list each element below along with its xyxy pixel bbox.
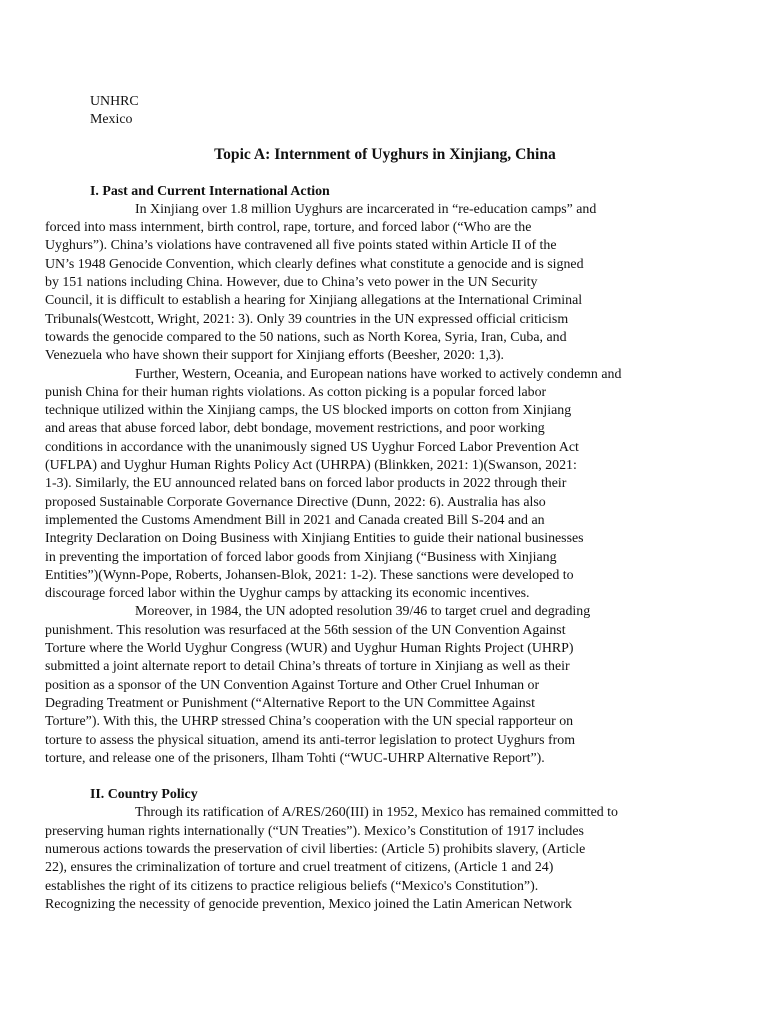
paragraph-line: conditions in accordance with the unanimously signed US Uyghur Forced Labor Prevention Act [45, 439, 579, 455]
paragraph-line: Through its ratification of A/RES/260(III) in 1952, Mexico has remained committed to [135, 805, 618, 821]
paragraph-line: Degrading Treatment or Punishment (“Alternative Report to the UN Committee Against [45, 695, 535, 711]
paragraph-line: Entities”)(Wynn-Pope, Roberts, Johansen-Blok, 2021: 1-2). These sanctions were developed to [45, 567, 574, 583]
paragraph-line: Integrity Declaration on Doing Business with Xinjiang Entities to guide their national businesses [45, 531, 584, 547]
paragraph-line: implemented the Customs Amendment Bill in 2021 and Canada created Bill S-204 and an [45, 512, 545, 528]
paragraph-line: and areas that abuse forced labor, debt bondage, movement restrictions, and poor working [45, 421, 545, 437]
body-paragraph [45, 804, 680, 914]
paragraph-line: Council, it is difficult to establish a hearing for Xinjiang allegations at the International Criminal [45, 293, 583, 309]
paragraph-line: punishment. This resolution was resurfaced at the 56th session of the UN Convention Against [45, 622, 566, 638]
paragraph-line: UN’s 1948 Genocide Convention, which clearly defines what constitute a genocide and is signed [45, 256, 584, 272]
paragraph-line: Recognizing the necessity of genocide prevention, Mexico joined the Latin American Network [45, 896, 572, 912]
paragraph-line: 22), ensures the criminalization of torture and cruel treatment of citizens, (Article 1 and 24) [45, 860, 554, 876]
body-paragraph [45, 603, 680, 768]
paragraph-line: Tribunals(Westcott, Wright, 2021: 3). Only 39 countries in the UN expressed official criticism [45, 311, 569, 327]
country-name: Mexico [90, 112, 133, 128]
paragraph-line: establishes the right of its citizens to practice religious beliefs (“Mexico's Constitution”). [45, 878, 539, 894]
paragraph-line: proposed Sustainable Corporate Governance Directive (Dunn, 2022: 6). Australia has also [45, 494, 546, 510]
paragraph-line: (UFLPA) and Uyghur Human Rights Policy Act (UHRPA) (Blinkken, 2021: 1)(Swanson, 2021: [45, 458, 577, 474]
paragraph-line: by 151 nations including China. However, due to China’s veto power in the UN Security [45, 275, 538, 291]
document-title: Topic A: Internment of Uyghurs in Xinjiang, China [214, 145, 556, 163]
paragraph-line: Torture”). With this, the UHRP stressed China’s cooperation with the UN special rapporteur on [45, 714, 574, 730]
paragraph-line: towards the genocide compared to the 50 nations, such as North Korea, Syria, Iran, Cuba, and [45, 329, 567, 345]
body-paragraph [45, 201, 680, 366]
paragraph-line: discourage forced labor within the Uyghur camps by attacking its economic incentives. [45, 586, 530, 602]
paragraph-line: Moreover, in 1984, the UN adopted resolution 39/46 to target cruel and degrading [135, 604, 591, 620]
paragraph-line: submitted a joint alternate report to detail China’s threats of torture in Xinjiang as well as their [45, 659, 570, 675]
section-heading: II. Country Policy [90, 787, 198, 803]
paragraph-line: torture, and release one of the prisoners, Ilham Tohti (“WUC-UHRP Alternative Report”). [45, 750, 545, 766]
paragraph-line: in preventing the importation of forced labor goods from Xinjiang (“Business with Xinjiang [45, 549, 557, 565]
paragraph-line: torture to assess the physical situation, amend its anti-terror legislation to protect Uyghurs from [45, 732, 576, 748]
paragraph-line: punish China for their human rights violations. As cotton picking is a popular forced labor [45, 384, 547, 400]
paragraph-line: Further, Western, Oceania, and European nations have worked to actively condemn and [135, 366, 622, 382]
paragraph-line: Venezuela who have shown their support for Xinjiang efforts (Beesher, 2020: 1,3). [45, 348, 504, 364]
body-paragraph [45, 366, 680, 604]
document-sections [45, 183, 680, 915]
committee-name: UNHRC [90, 94, 139, 109]
paragraph-line: preserving human rights internationally (“UN Treaties”). Mexico’s Constitution of 1917 includes [45, 823, 584, 839]
paragraph-line: position as a sponsor of the UN Convention Against Torture and Other Cruel Inhuman or [45, 677, 540, 693]
document-content [45, 93, 680, 914]
paragraph-line: In Xinjiang over 1.8 million Uyghurs are incarcerated in “re-education camps” and [135, 201, 597, 217]
paragraph-line: Uyghurs”). China’s violations have contravened all five points stated within Article II of the [45, 238, 557, 254]
section-heading: I. Past and Current International Action [90, 183, 330, 199]
paragraph-line: Torture where the World Uyghur Congress (WUR) and Uyghur Human Rights Project (UHRP) [45, 641, 574, 657]
paragraph-line: technique utilized within the Xinjiang camps, the US blocked imports on cotton from Xinjiang [45, 403, 572, 419]
paragraph-line: numerous actions towards the preservation of civil liberties: (Article 5) prohibits slavery, (Article [45, 841, 586, 857]
paragraph-line: forced into mass internment, birth control, rape, torture, and forced labor (“Who are the [45, 220, 532, 236]
paragraph-line: 1-3). Similarly, the EU announced related bans on forced labor products in 2022 through their [45, 476, 567, 492]
